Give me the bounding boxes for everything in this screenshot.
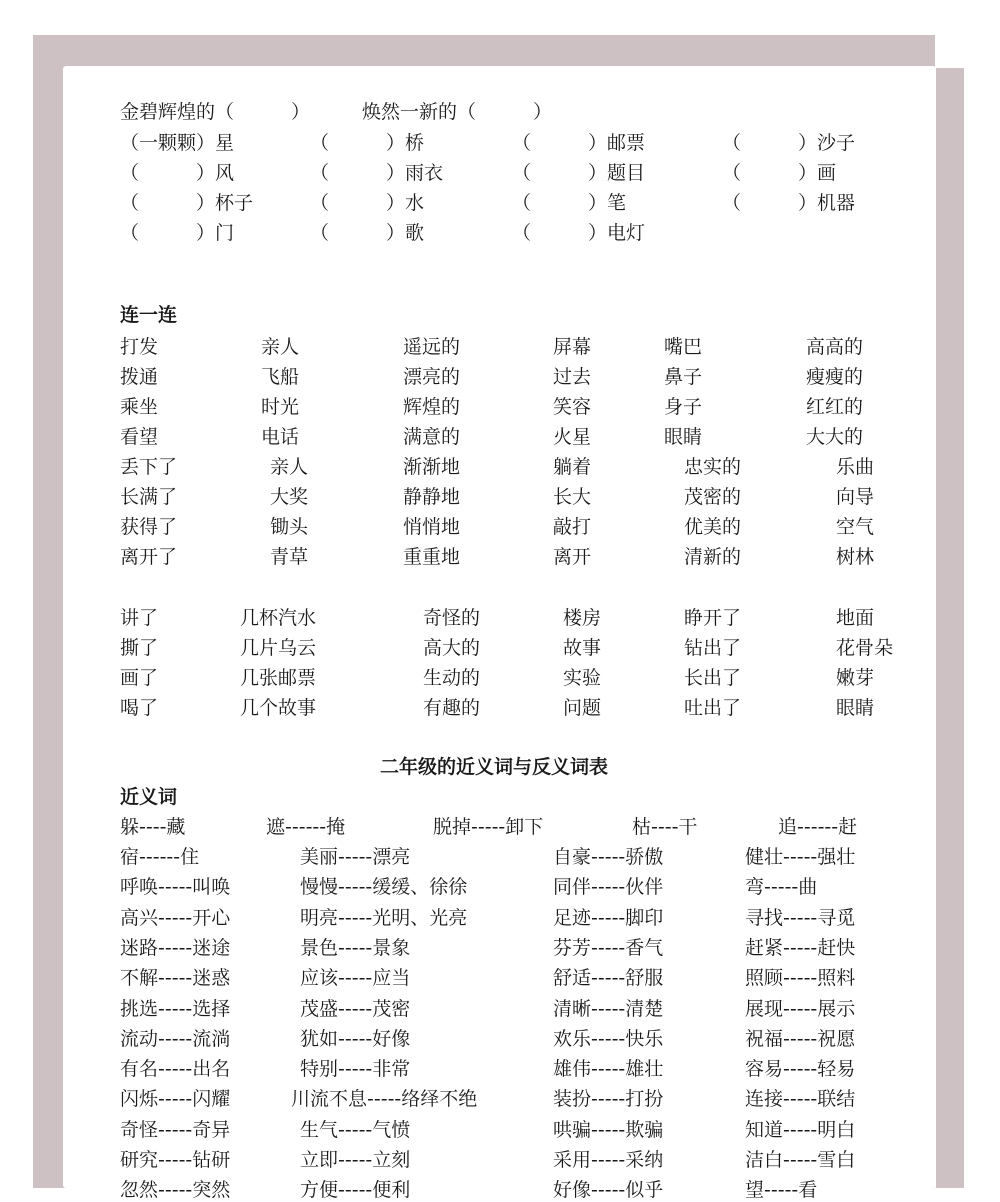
fill-item: （ ）电灯 xyxy=(512,222,646,244)
synonym-pair: 追------赶 xyxy=(778,816,858,838)
synonym-pair: 清晰-----清楚 xyxy=(553,997,664,1020)
synonym-pair: 遮------掩 xyxy=(266,816,346,838)
synonym-pair: 不解-----迷惑 xyxy=(120,967,231,990)
synonym-pair: 好像-----似乎 xyxy=(553,1179,664,1202)
fill-item: （一颗颗）星 xyxy=(120,132,235,154)
synonym-pair: 健壮-----强壮 xyxy=(745,846,856,868)
match-word: 躺着 xyxy=(553,456,592,478)
match-word: 画了 xyxy=(120,667,159,689)
match-word: 奇怪的 xyxy=(423,607,481,629)
synonym-pair: 犹如-----好像 xyxy=(300,1027,411,1050)
synonym-pair: 芬芳-----香气 xyxy=(553,936,664,959)
match-word: 空气 xyxy=(836,516,875,538)
synonym-pair: 宿------住 xyxy=(120,846,200,868)
fill-item: （ ）沙子 xyxy=(722,132,856,154)
fill-item: （ ）桥 xyxy=(310,132,425,154)
synonym-pair: 挑选-----选择 xyxy=(120,997,231,1020)
match-word: 楼房 xyxy=(563,607,602,629)
match-word: 高高的 xyxy=(806,336,864,358)
match-word: 重重地 xyxy=(403,546,461,568)
fill-item: 焕然一新的（ ） xyxy=(362,101,553,123)
synonym-pair: 应该-----应当 xyxy=(300,967,411,990)
synonym-pair: 高兴-----开心 xyxy=(120,906,231,929)
synonym-pair: 川流不息-----络绎不绝 xyxy=(291,1088,478,1111)
match-word: 乘坐 xyxy=(120,396,159,418)
section-heading-match: 连一连 xyxy=(120,304,178,326)
synonym-pair: 采用-----采纳 xyxy=(553,1149,664,1171)
match-word: 讲了 xyxy=(120,607,159,629)
match-word: 离开 xyxy=(553,546,592,568)
match-word: 打发 xyxy=(120,336,159,358)
match-word: 嫩芽 xyxy=(836,667,875,689)
synonym-pair: 美丽-----漂亮 xyxy=(300,846,411,868)
fill-item: （ ）水 xyxy=(310,192,425,214)
match-word: 电话 xyxy=(261,426,300,448)
synonym-pair: 忽然-----突然 xyxy=(120,1179,231,1202)
fill-item: （ ）邮票 xyxy=(512,132,646,154)
match-word: 瘦瘦的 xyxy=(806,366,864,388)
synonym-pair: 足迹-----脚印 xyxy=(553,906,664,929)
match-word: 忠实的 xyxy=(684,456,742,478)
fill-item: 金碧辉煌的（ ） xyxy=(120,101,311,123)
fill-item: （ ）机器 xyxy=(722,192,856,214)
table-title: 二年级的近义词与反义词表 xyxy=(380,756,609,778)
match-word: 遥远的 xyxy=(403,336,461,358)
match-word: 大奖 xyxy=(270,486,309,508)
fill-item: （ ）风 xyxy=(120,162,235,184)
synonym-pair: 生气-----气愤 xyxy=(300,1118,411,1141)
match-word: 茂密的 xyxy=(684,486,742,508)
match-word: 眼睛 xyxy=(836,697,875,719)
synonym-pair: 同伴-----伙伴 xyxy=(553,876,664,899)
synonym-pair: 枯----干 xyxy=(632,816,698,838)
match-word: 锄头 xyxy=(270,516,309,538)
synonym-pair: 有名-----出名 xyxy=(120,1058,231,1081)
match-word: 长满了 xyxy=(120,486,178,508)
synonym-pair: 装扮-----打扮 xyxy=(553,1088,664,1111)
match-word: 几个故事 xyxy=(240,697,317,719)
match-word: 笑容 xyxy=(553,396,592,418)
match-word: 长出了 xyxy=(684,667,742,689)
match-word: 火星 xyxy=(553,426,592,448)
fill-item: （ ）歌 xyxy=(310,222,425,244)
match-word: 获得了 xyxy=(120,516,178,538)
synonym-pair: 知道-----明白 xyxy=(745,1118,856,1141)
synonym-pair: 茂盛-----茂密 xyxy=(300,997,411,1020)
match-word: 几杯汽水 xyxy=(240,607,317,629)
synonym-pair: 弯-----曲 xyxy=(745,876,818,899)
match-word: 青草 xyxy=(270,546,309,568)
fill-item: （ ）门 xyxy=(120,222,235,244)
fill-item: （ ）雨衣 xyxy=(310,162,444,184)
synonym-pair: 寻找-----寻觅 xyxy=(745,906,856,929)
match-word: 撕了 xyxy=(120,637,159,659)
match-word: 向导 xyxy=(836,486,875,508)
synonym-pair: 连接-----联结 xyxy=(745,1088,856,1111)
match-word: 长大 xyxy=(553,486,592,508)
synonym-pair: 雄伟-----雄壮 xyxy=(553,1058,664,1081)
match-word: 优美的 xyxy=(684,516,742,538)
fill-item: （ ）画 xyxy=(722,162,837,184)
match-word: 几张邮票 xyxy=(240,667,317,689)
match-word: 时光 xyxy=(261,396,300,418)
match-word: 丢下了 xyxy=(120,456,178,478)
match-word: 钻出了 xyxy=(684,637,742,659)
match-word: 漂亮的 xyxy=(403,366,461,388)
match-word: 清新的 xyxy=(684,546,742,568)
match-word: 眼睛 xyxy=(664,426,703,448)
match-word: 大大的 xyxy=(806,426,864,448)
match-word: 身子 xyxy=(664,396,703,418)
synonym-pair: 祝福-----祝愿 xyxy=(745,1027,856,1050)
match-word: 树林 xyxy=(836,546,875,568)
match-word: 问题 xyxy=(563,697,602,719)
match-word: 嘴巴 xyxy=(664,336,703,358)
synonym-pair: 欢乐-----快乐 xyxy=(553,1027,664,1050)
fill-item: （ ）笔 xyxy=(512,192,627,214)
match-word: 吐出了 xyxy=(684,697,742,719)
match-word: 故事 xyxy=(563,637,602,659)
synonym-pair: 研究-----钻研 xyxy=(120,1149,231,1171)
synonym-pair: 奇怪-----奇异 xyxy=(120,1118,231,1141)
match-word: 高大的 xyxy=(423,637,481,659)
fill-item: （ ）杯子 xyxy=(120,192,254,214)
match-word: 敲打 xyxy=(553,516,592,538)
synonym-pair: 迷路-----迷途 xyxy=(120,936,231,959)
match-word: 亲人 xyxy=(270,456,309,478)
match-word: 生动的 xyxy=(423,667,481,689)
match-word: 离开了 xyxy=(120,546,178,568)
synonym-pair: 躲----藏 xyxy=(120,816,186,838)
match-word: 有趣的 xyxy=(423,697,481,719)
match-word: 红红的 xyxy=(806,396,864,418)
match-word: 地面 xyxy=(836,607,875,629)
page-backdrop-shadow xyxy=(936,68,964,1188)
synonym-pair: 哄骗-----欺骗 xyxy=(553,1118,664,1141)
match-word: 乐曲 xyxy=(836,456,875,478)
match-word: 鼻子 xyxy=(664,366,703,388)
match-word: 睁开了 xyxy=(684,607,742,629)
synonym-pair: 洁白-----雪白 xyxy=(745,1149,856,1171)
match-word: 拨通 xyxy=(120,366,159,388)
synonym-pair: 明亮-----光明、光亮 xyxy=(300,906,468,929)
synonym-pair: 照顾-----照料 xyxy=(745,967,856,990)
match-word: 过去 xyxy=(553,366,592,388)
match-word: 静静地 xyxy=(403,486,461,508)
match-word: 辉煌的 xyxy=(403,396,461,418)
synonym-pair: 展现-----展示 xyxy=(745,997,856,1020)
synonym-pair: 慢慢-----缓缓、徐徐 xyxy=(300,876,468,899)
fill-item: （ ）题目 xyxy=(512,162,646,184)
match-word: 渐渐地 xyxy=(403,456,461,478)
synonym-pair: 流动-----流淌 xyxy=(120,1027,231,1050)
synonym-pair: 特别-----非常 xyxy=(300,1058,411,1081)
match-word: 喝了 xyxy=(120,697,159,719)
match-word: 屏幕 xyxy=(553,336,592,358)
synonym-pair: 赶紧-----赶快 xyxy=(745,936,856,959)
match-word: 满意的 xyxy=(403,426,461,448)
synonym-pair: 舒适-----舒服 xyxy=(553,967,664,990)
match-word: 亲人 xyxy=(261,336,300,358)
match-word: 几片乌云 xyxy=(240,637,317,659)
synonym-pair: 闪烁-----闪耀 xyxy=(120,1088,231,1111)
synonym-pair: 景色-----景象 xyxy=(300,936,411,959)
synonym-pair: 自豪-----骄傲 xyxy=(553,846,664,868)
match-word: 花骨朵 xyxy=(836,637,894,659)
match-word: 实验 xyxy=(563,667,602,689)
synonym-pair: 脱掉-----卸下 xyxy=(433,816,544,838)
match-word: 看望 xyxy=(120,426,159,448)
match-word: 悄悄地 xyxy=(403,516,461,538)
synonym-pair: 容易-----轻易 xyxy=(745,1058,856,1081)
section-heading-synonyms: 近义词 xyxy=(120,786,178,808)
synonym-pair: 望-----看 xyxy=(745,1179,818,1202)
synonym-pair: 方便-----便利 xyxy=(300,1179,411,1202)
match-word: 飞船 xyxy=(261,366,300,388)
synonym-pair: 立即-----立刻 xyxy=(300,1149,411,1171)
synonym-pair: 呼唤-----叫唤 xyxy=(120,876,231,899)
